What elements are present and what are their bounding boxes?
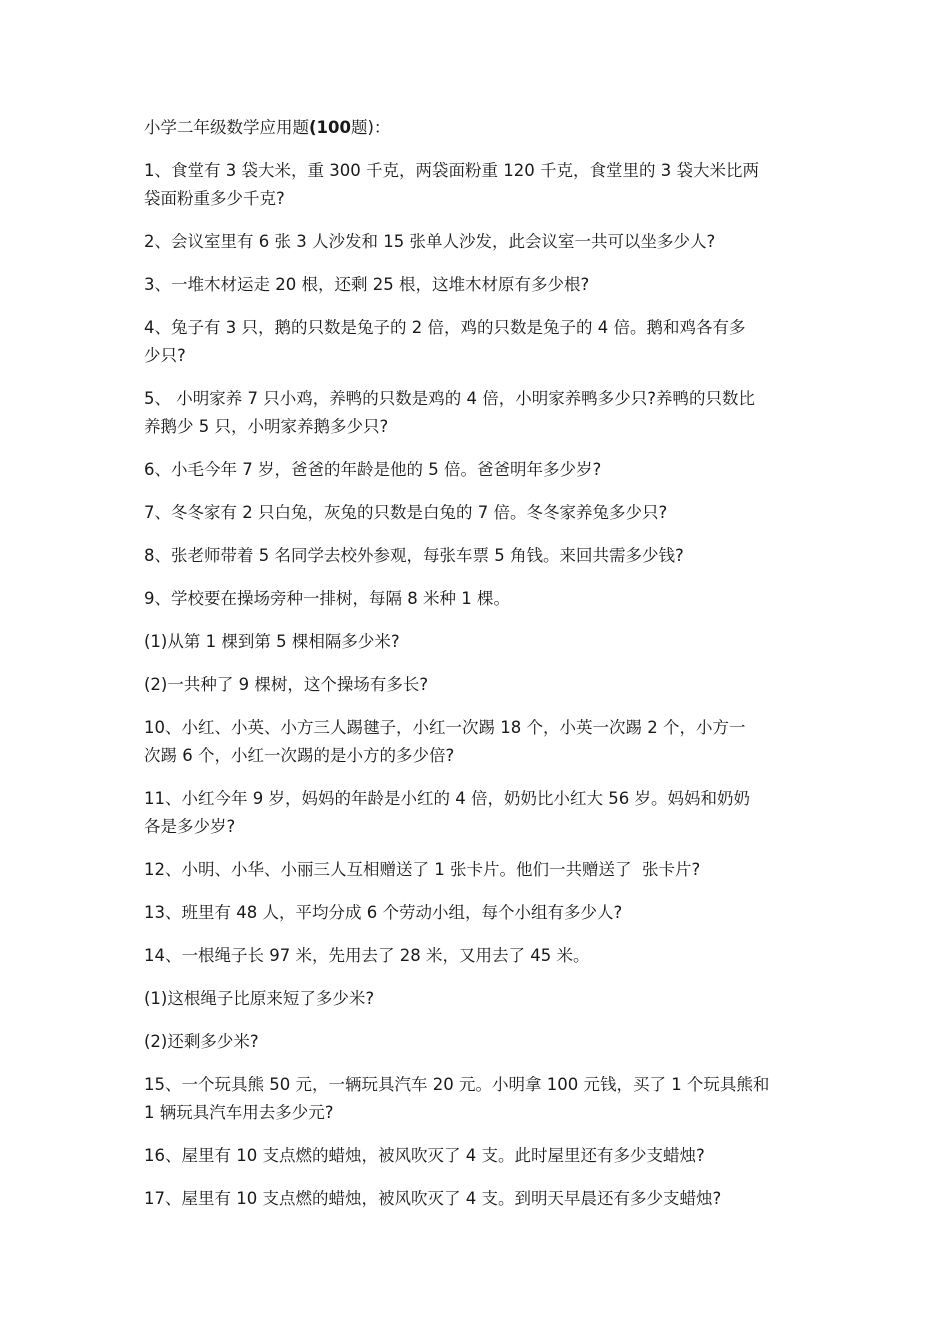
question-paragraph (144, 542, 810, 570)
question-paragraph (144, 499, 810, 527)
question-line: 17、屋里有 10 支点燃的蜡烛，被风吹灭了 4 支。到明天早晨还有多少支蜡烛? (144, 1189, 722, 1208)
question-paragraph (144, 314, 810, 370)
question-paragraph (144, 1185, 810, 1213)
question-line: (1)这根绳子比原来短了多少米? (144, 989, 375, 1008)
question-line: 13、班里有 48 人，平均分成 6 个劳动小组，每个小组有多少人? (144, 903, 623, 922)
question-list (144, 157, 810, 1213)
question-paragraph (144, 585, 810, 613)
question-line: 15、一个玩具熊 50 元，一辆玩具汽车 20 元。小明拿 100 元钱，买了 1 个玩具熊和 (144, 1075, 770, 1094)
question-paragraph (144, 271, 810, 299)
question-line: 8、张老师带着 5 名同学去校外参观，每张车票 5 角钱。来回共需多少钱? (144, 546, 684, 565)
question-line: 9、学校要在操场旁种一排树，每隔 8 米种 1 棵。 (144, 589, 510, 608)
title-suffix: 题)： (350, 118, 391, 137)
question-paragraph (144, 628, 810, 656)
question-line: 7、冬冬家有 2 只白兔，灰兔的只数是白兔的 7 倍。冬冬家养兔多少只? (144, 503, 668, 522)
question-line: 各是多少岁? (144, 817, 236, 836)
question-line: 14、一根绳子长 97 米，先用去了 28 米，又用去了 45 米。 (144, 946, 590, 965)
question-line: 5、 小明家养 7 只小鸡，养鸭的只数是鸡的 4 倍，小明家养鸭多少只?养鸭的只数比 (144, 389, 755, 408)
question-line: 3、一堆木材运走 20 根，还剩 25 根，这堆木材原有多少根? (144, 275, 590, 294)
question-line: 11、小红今年 9 岁，妈妈的年龄是小红的 4 倍，奶奶比小红大 56 岁。妈妈和奶奶 (144, 789, 750, 808)
question-paragraph (144, 228, 810, 256)
question-line: 次踢 6 个，小红一次踢的是小方的多少倍? (144, 746, 455, 765)
question-paragraph (144, 456, 810, 484)
question-paragraph (144, 1071, 810, 1127)
question-line: 12、小明、小华、小丽三人互相赠送了 1 张卡片。他们一共赠送了 张卡片? (144, 860, 701, 879)
question-paragraph (144, 899, 810, 927)
question-line: 16、屋里有 10 支点燃的蜡烛，被风吹灭了 4 支。此时屋里还有多少支蜡烛? (144, 1146, 705, 1165)
question-line: (2)一共种了 9 棵树，这个操场有多长? (144, 675, 429, 694)
question-line: 养鹅少 5 只，小明家养鹅多少只? (144, 417, 389, 436)
document-page (144, 114, 810, 1228)
question-line: 1、食堂有 3 袋大米，重 300 千克，两袋面粉重 120 千克，食堂里的 3 袋大米比两 (144, 161, 759, 180)
question-paragraph (144, 714, 810, 770)
question-line: 1 辆玩具汽车用去多少元? (144, 1103, 334, 1122)
question-paragraph (144, 385, 810, 441)
question-line: 袋面粉重多少千克? (144, 189, 285, 208)
question-paragraph (144, 985, 810, 1013)
question-line: 4、兔子有 3 只，鹅的只数是兔子的 2 倍，鸡的只数是兔子的 4 倍。鹅和鸡各有多 (144, 318, 746, 337)
question-paragraph (144, 1028, 810, 1056)
document-title (144, 114, 810, 142)
question-line: 2、会议室里有 6 张 3 人沙发和 15 张单人沙发，此会议室一共可以坐多少人? (144, 232, 716, 251)
question-paragraph (144, 157, 810, 213)
question-line: (1)从第 1 棵到第 5 棵相隔多少米? (144, 632, 400, 651)
question-paragraph (144, 785, 810, 841)
question-paragraph (144, 856, 810, 884)
question-line: 少只? (144, 346, 186, 365)
question-paragraph (144, 671, 810, 699)
question-line: (2)还剩多少米? (144, 1032, 259, 1051)
question-paragraph (144, 1142, 810, 1170)
title-count: (100 (309, 118, 351, 137)
title-prefix: 小学二年级数学应用题 (144, 118, 309, 137)
question-line: 10、小红、小英、小方三人踢毽子，小红一次踢 18 个，小英一次踢 2 个，小方一 (144, 718, 746, 737)
question-paragraph (144, 942, 810, 970)
question-line: 6、小毛今年 7 岁，爸爸的年龄是他的 5 倍。爸爸明年多少岁? (144, 460, 602, 479)
